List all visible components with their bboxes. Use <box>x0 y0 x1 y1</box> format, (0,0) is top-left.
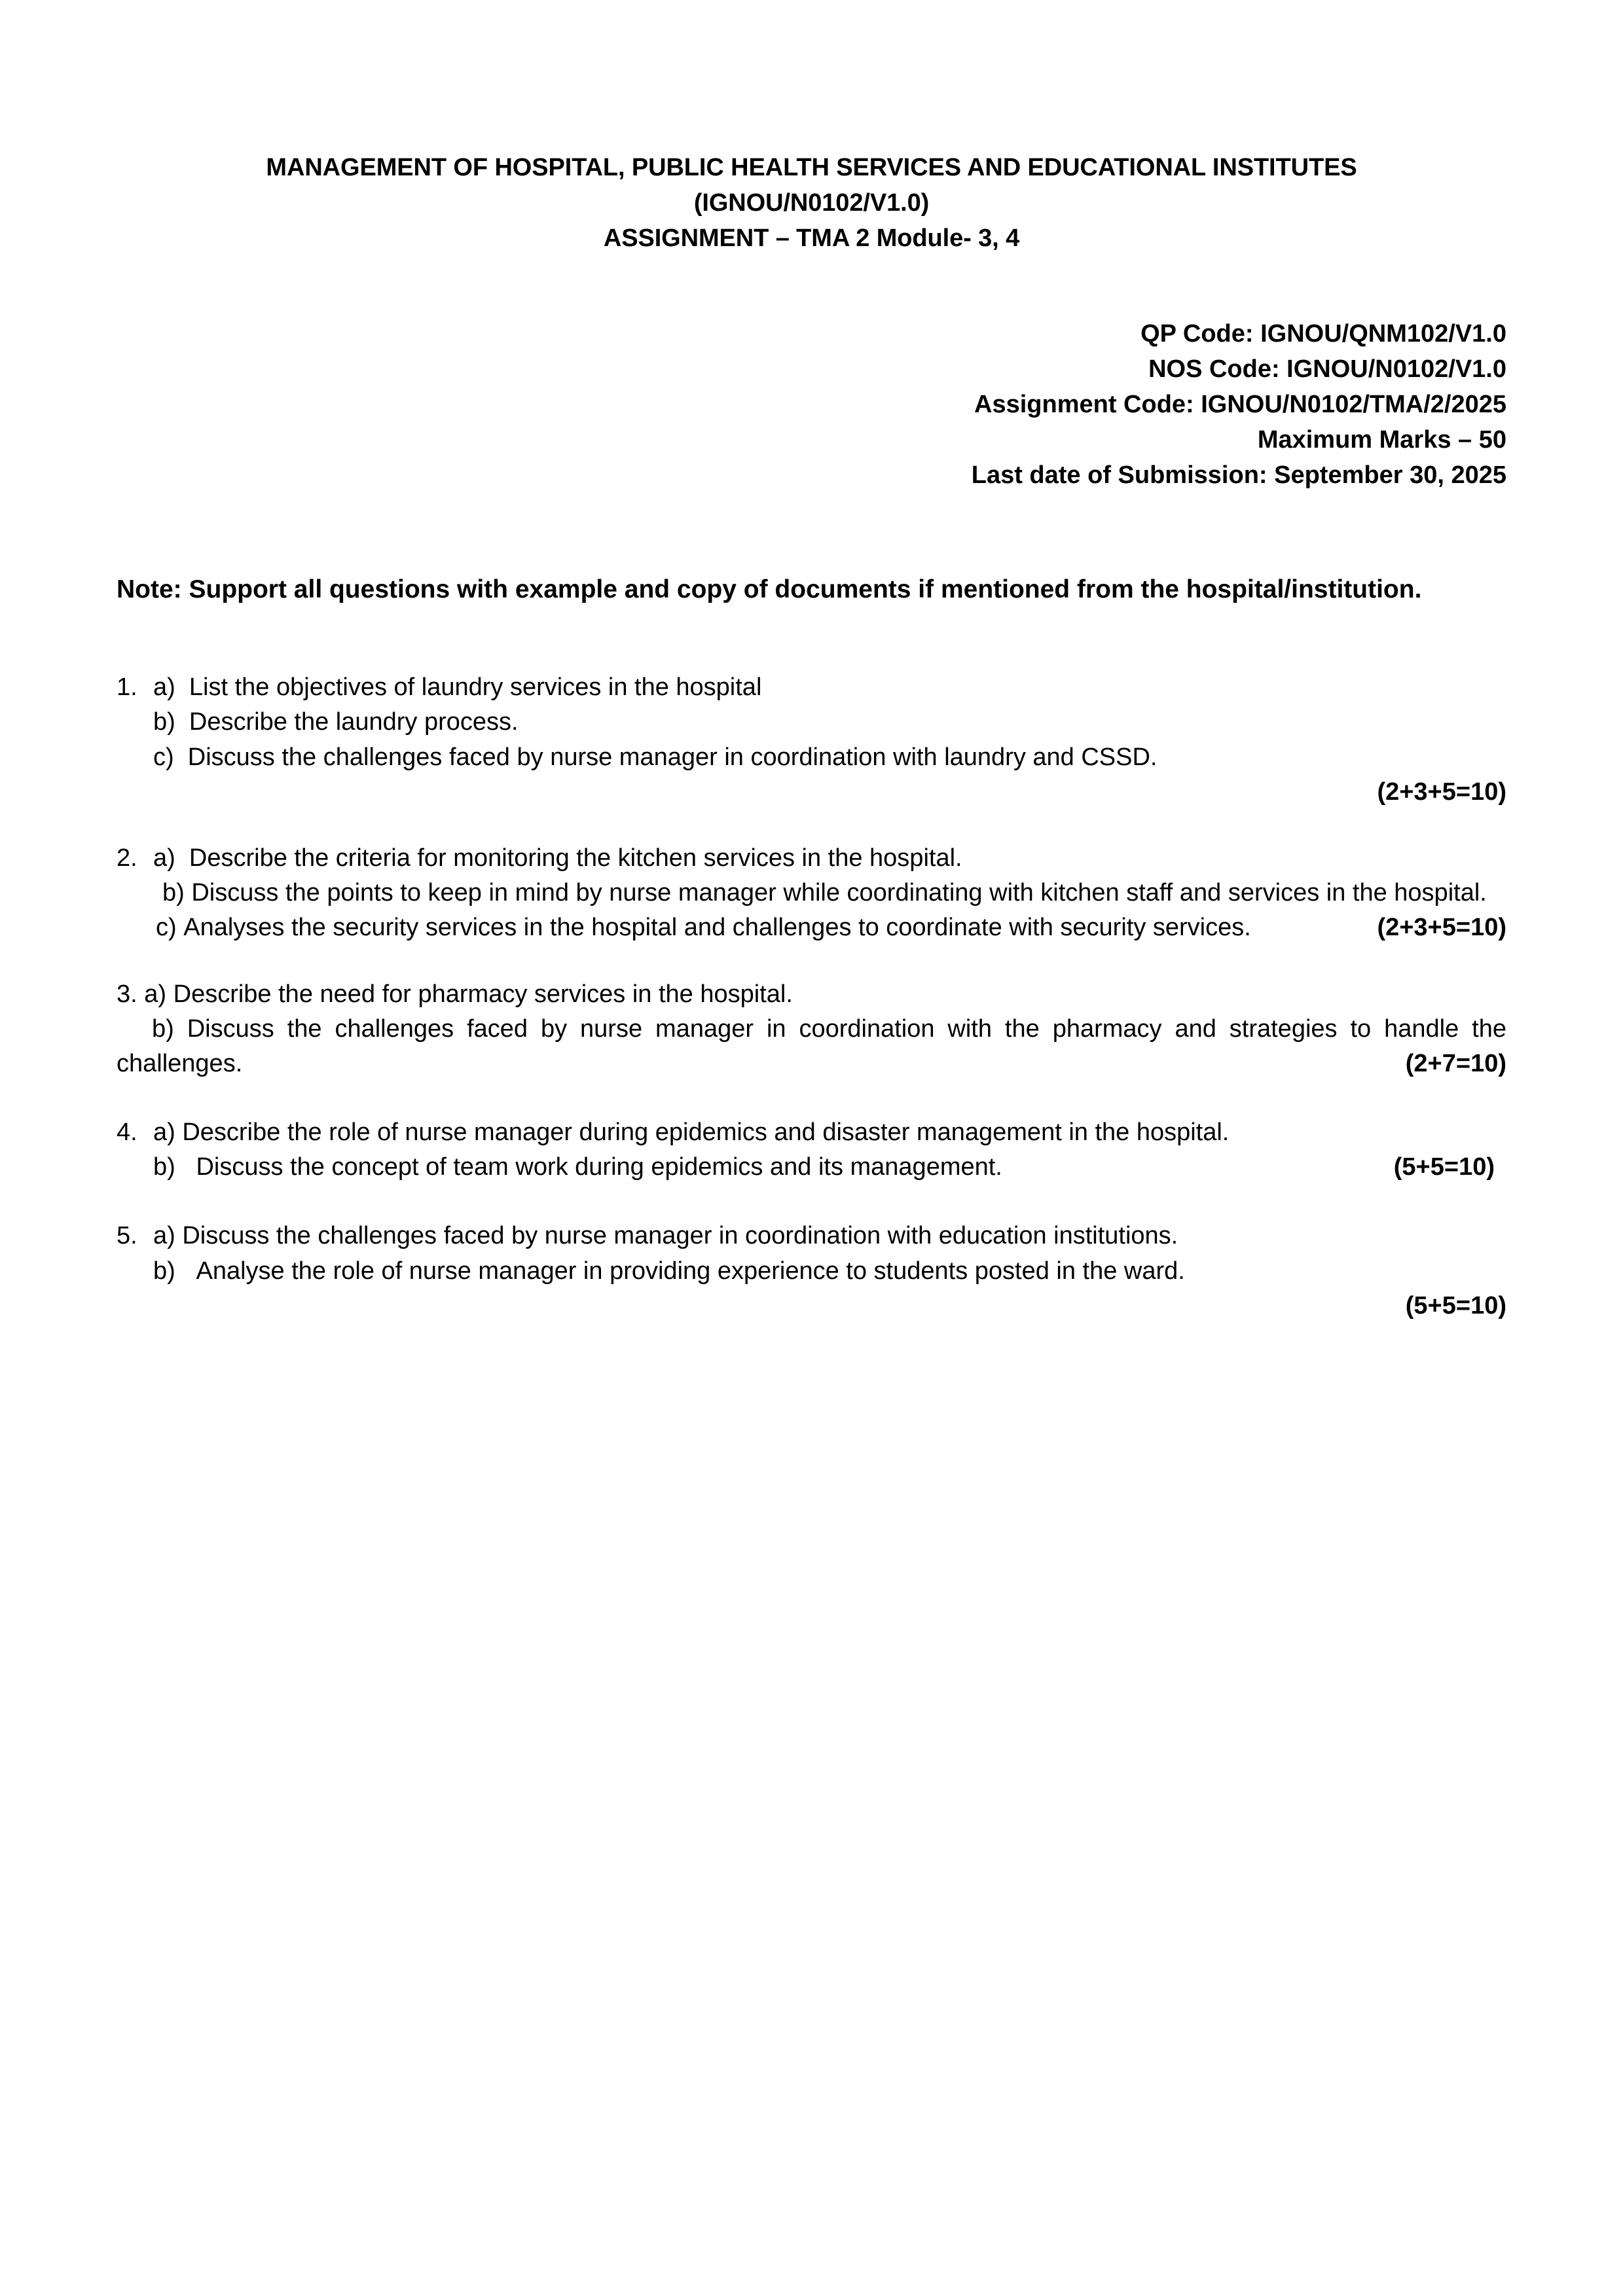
questions-list <box>117 670 1506 1323</box>
question-5-part-b-text: Analyse the role of nurse manager in providing experience to students posted in the ward. <box>196 1257 1185 1285</box>
question-2-part-a-label: a) <box>153 844 175 872</box>
question-2 <box>117 841 1506 946</box>
question-2-part-b <box>117 876 1506 910</box>
question-2-part-c <box>117 910 1506 945</box>
submission-date: Last date of Submission: September 30, 2025 <box>971 461 1506 489</box>
question-1-part-c-text: Discuss the challenges faced by nurse manager in coordination with laundry and CSSD. <box>187 743 1158 771</box>
question-5 <box>117 1219 1506 1323</box>
question-1-part-b <box>117 705 1506 740</box>
question-4-part-a-text: Describe the role of nurse manager during epidemics and disaster management in the hospital. <box>182 1119 1230 1147</box>
question-5-part-a-label: a) <box>153 1222 175 1250</box>
question-5-part-a <box>117 1219 1506 1253</box>
question-3-part-b-text: Discuss the challenges faced by nurse manager in coordination with the pharmacy and strategies to handle the challenges. <box>117 1014 1506 1077</box>
document-title-line-2: (IGNOU/N0102/V1.0) <box>693 188 930 217</box>
question-4-part-b-text: Discuss the concept of team work during epidemics and its management. <box>196 1153 1002 1181</box>
question-1-part-c-label: c) <box>153 743 174 771</box>
maximum-marks: Maximum Marks – 50 <box>1257 425 1506 454</box>
question-1 <box>117 670 1506 810</box>
question-1-part-a <box>117 670 1506 705</box>
question-1-part-c <box>117 740 1506 775</box>
nos-code: NOS Code: IGNOU/N0102/V1.0 <box>1148 355 1506 383</box>
question-4-part-a-label: a) <box>153 1119 175 1147</box>
question-1-part-b-text: Describe the laundry process. <box>189 708 519 736</box>
question-2-part-b-text: Discuss the points to keep in mind by nurse manager while coordinating with kitchen staff and services in the hospital. <box>191 879 1487 907</box>
question-1-part-b-label: b) <box>153 708 175 736</box>
question-5-number: 5. <box>117 1222 137 1250</box>
question-3-part-a-text: Describe the need for pharmacy services in the hospital. <box>173 980 793 1008</box>
question-2-number: 2. <box>117 844 137 872</box>
question-4-part-b-label: b) <box>153 1153 175 1181</box>
question-2-part-c-label: c) <box>156 914 177 942</box>
question-3-part-b <box>117 1012 1506 1081</box>
question-3-part-a-label: a) <box>144 980 167 1008</box>
question-1-marks: (2+3+5=10) <box>1377 778 1506 806</box>
question-3-part-b-label: b) <box>152 1014 174 1043</box>
question-2-part-a-text: Describe the criteria for monitoring the kitchen services in the hospital. <box>189 844 962 872</box>
question-3-part-a <box>117 977 1506 1012</box>
question-3-number: 3. <box>117 980 137 1008</box>
question-2-part-c-text: Analyses the security services in the hospital and challenges to coordinate with security services. <box>183 914 1251 942</box>
question-4-part-a <box>117 1115 1506 1150</box>
question-1-part-a-label: a) <box>153 673 175 702</box>
assignment-codes-block <box>117 317 1506 493</box>
question-4-marks: (5+5=10) <box>1393 1153 1495 1181</box>
qp-code: QP Code: IGNOU/QNM102/V1.0 <box>1140 319 1506 348</box>
question-1-number: 1. <box>117 673 137 702</box>
question-2-part-a <box>117 841 1506 876</box>
question-4-number: 4. <box>117 1119 137 1147</box>
note-paragraph: Note: Support all questions with example and copy of documents if mentioned from the hospital/institution. <box>117 575 1422 603</box>
question-5-part-a-text: Discuss the challenges faced by nurse manager in coordination with education institutions. <box>182 1222 1178 1250</box>
question-2-part-b-label: b) <box>162 879 185 907</box>
document-title-line-1: MANAGEMENT OF HOSPITAL, PUBLIC HEALTH SERVICES AND EDUCATIONAL INSTITUTES <box>266 154 1357 181</box>
document-title-block <box>117 151 1506 257</box>
assignment-code: Assignment Code: IGNOU/N0102/TMA/2/2025 <box>974 390 1506 418</box>
question-3 <box>117 977 1506 1082</box>
question-5-part-b <box>117 1254 1506 1289</box>
question-2-marks: (2+3+5=10) <box>1377 914 1506 942</box>
question-5-part-b-label: b) <box>153 1257 175 1285</box>
question-3-marks: (2+7=10) <box>1405 1049 1506 1077</box>
question-1-part-a-text: List the objectives of laundry services in the hospital <box>189 673 762 702</box>
question-5-marks: (5+5=10) <box>1405 1291 1506 1319</box>
question-4 <box>117 1115 1506 1185</box>
question-4-part-b <box>117 1150 1506 1185</box>
document-title-line-3: ASSIGNMENT – TMA 2 Module- 3, 4 <box>603 224 1020 252</box>
